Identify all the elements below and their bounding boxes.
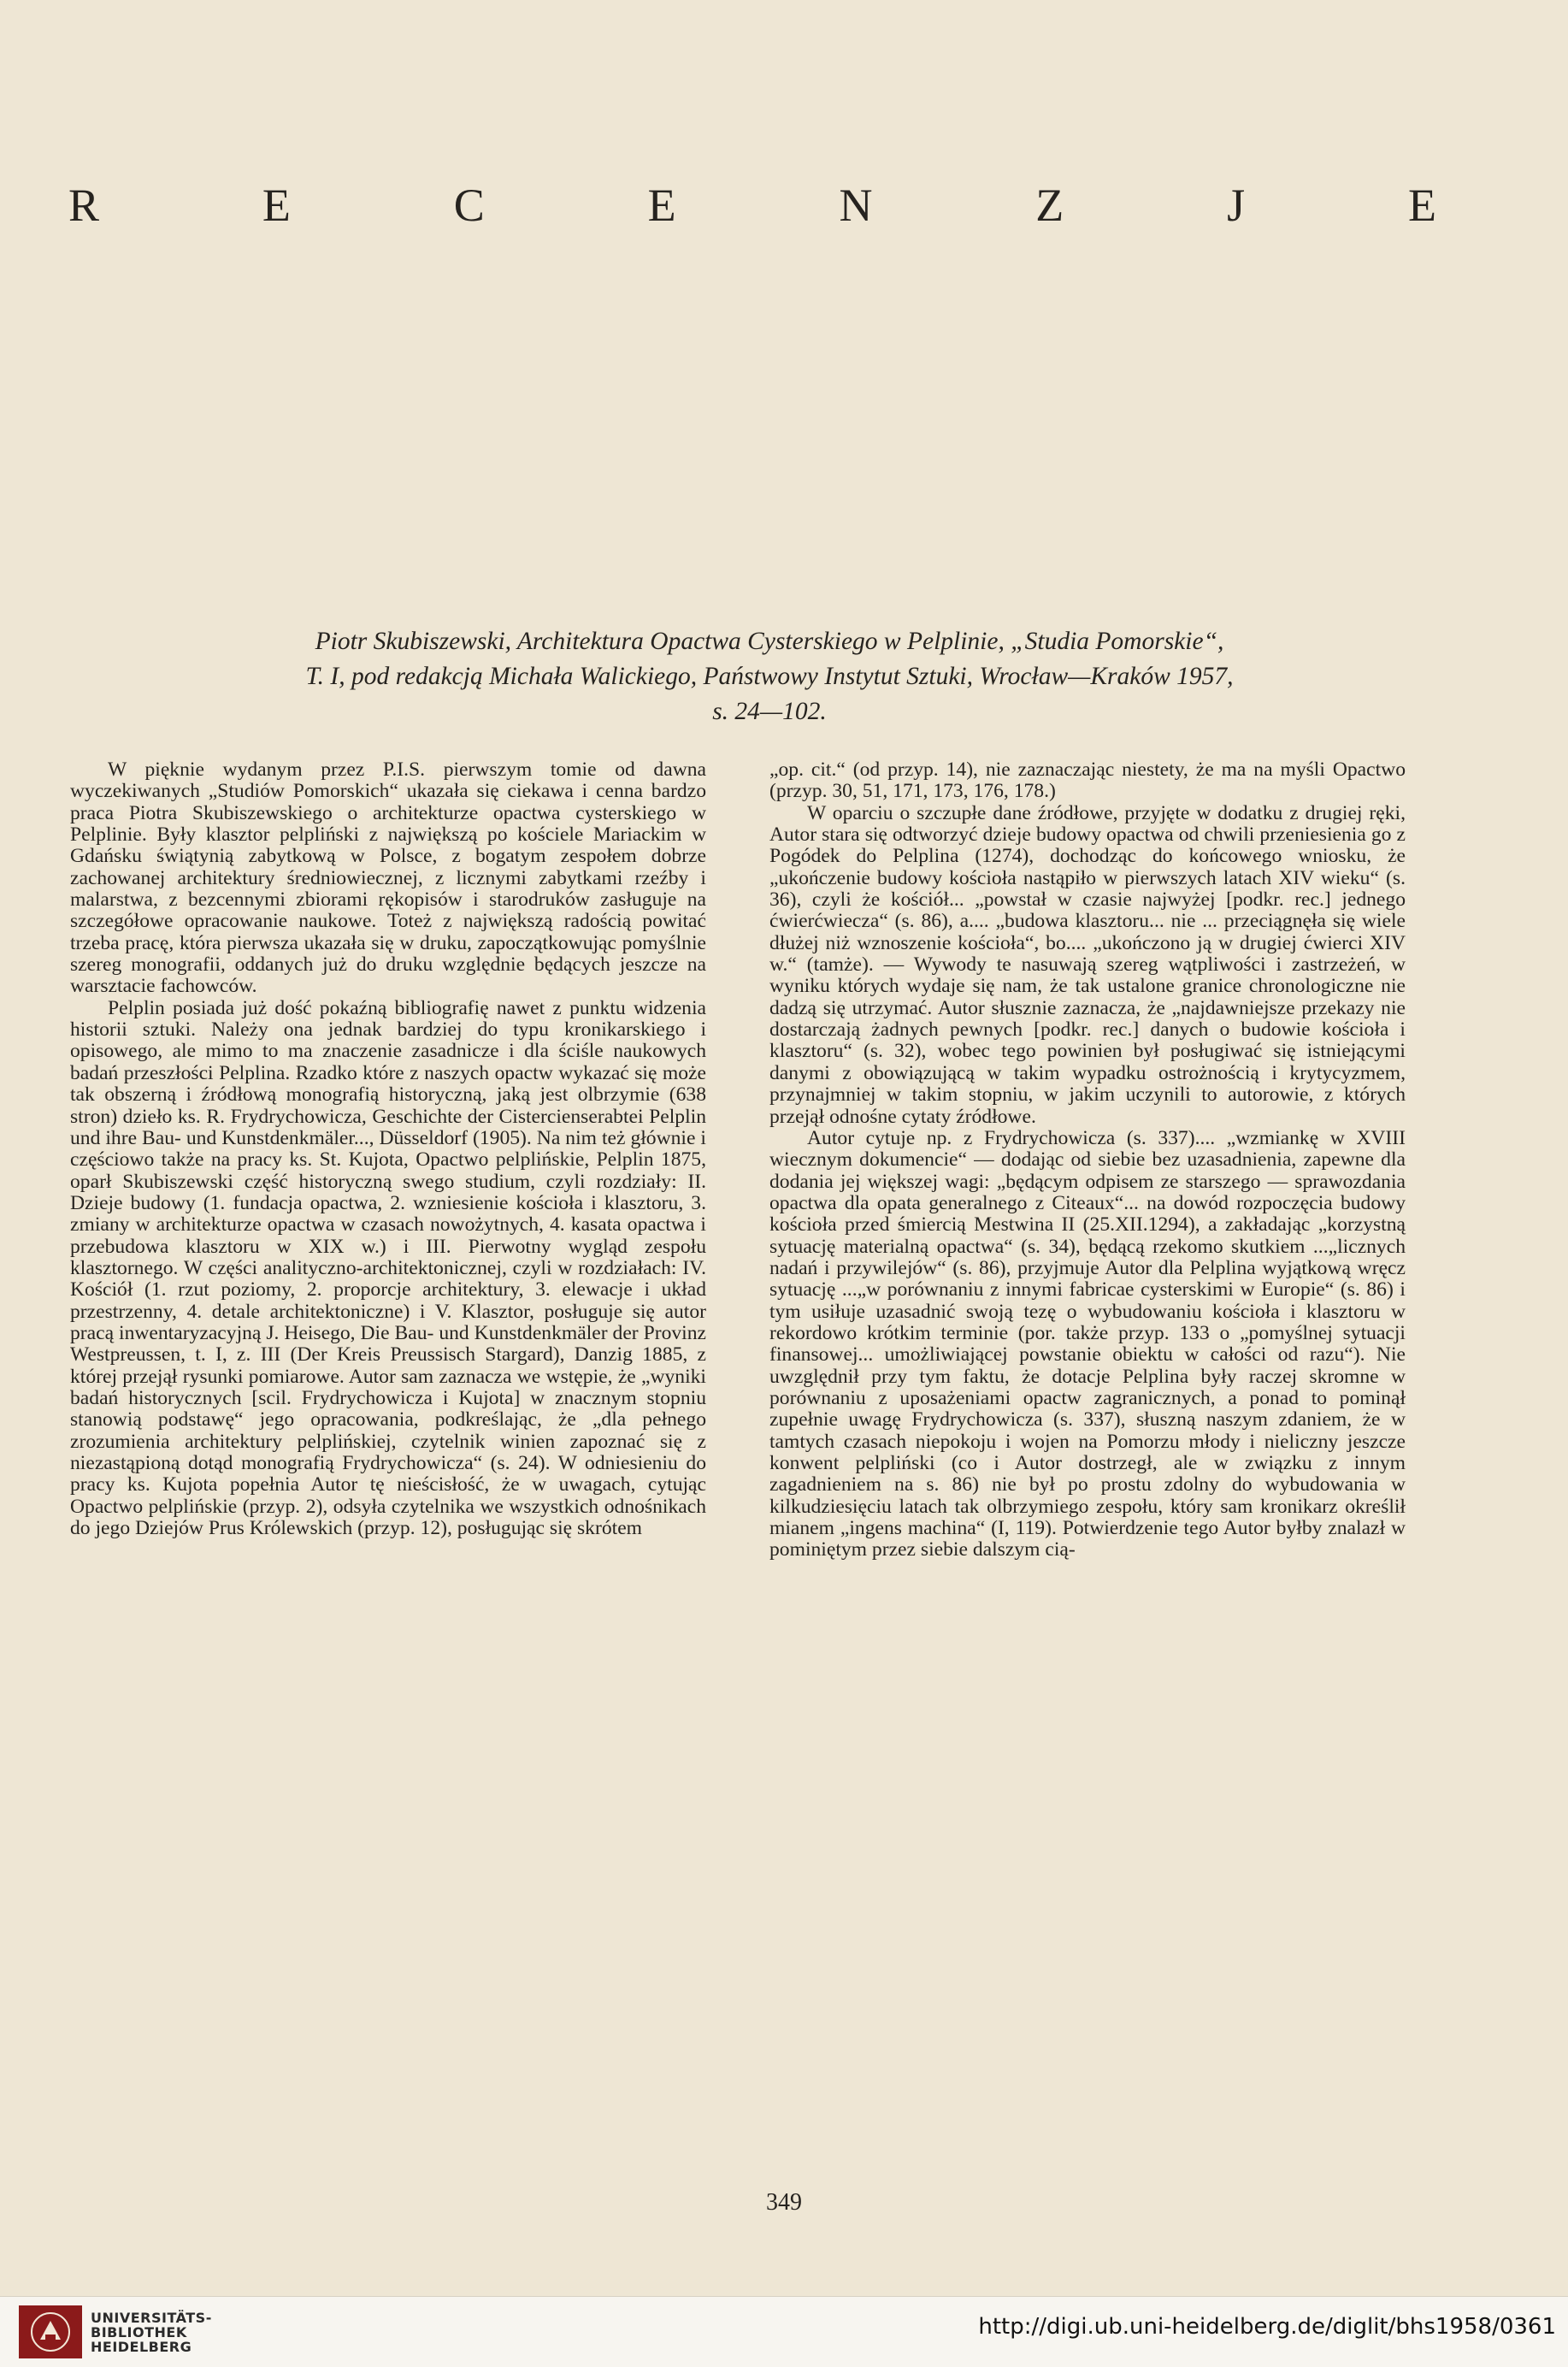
citation-line: s. 24—102. <box>712 698 827 725</box>
page-number: 349 <box>766 2189 802 2216</box>
paragraph: Autor cytuje np. z Frydrychowicza (s. 337).... „wzmiankę w XVIII wiecznym dokumencie“ — dodając od siebie bez uzasadnienia, zapewne dla dodania jej większej wagi: „będącym odpisem ze starszego — sprawozdania opactwa dla opata generalnego z Citeaux“... na dowód rozpoczęcia budowy kościoła przed śmiercią Mestwina II (25.XII.1294), a zakładając „korzystną sytuację materialną opactwa“ (s. 34), będącą rzekomo skutkiem ...„licznych nadań i przywilejów“ (s. 86), przyjmuje Autor dla Pelplina wyjątkową wręcz sytuację ...„w porównaniu z innymi fabricae cysterskimi w Europie“ (s. 86) i tym usiłuje uzasadnić swoją tezę o wybudowaniu kościoła i klasztoru w rekordowo krótkim terminie (por. także przyp. 133 o „pomyślnej sytuacji finansowej... umożliwiającej powstanie obiektu w całości od razu“). Nie uwzględnił przy tym faktu, że dotacje Pelplina były raczej skromne w porównaniu z uposażeniami opactw zagranicznych, a ponad to pominął zupełnie uwagę Frydrychowicza (s. 337), słuszną naszym zdaniem, że w tamtych czasach niepokoju i wojen na Pomorzu młody i nieliczny jeszcze konwent pelpliński (co i Autor dostrzegł, ale w związku z innym zagadnieniem na s. 86) nie był po prostu zdolny do wybudowania w kilkudziesięciu latach tak olbrzymiego zespołu, który sam kronikarz określił mianem „ingens machina“ (I, 119). Potwierdzenie tego Autor byłby znalazł w pominiętym przez siebie dalszym cią- <box>769 1126 1406 1561</box>
university-seal-icon <box>19 2305 82 2358</box>
right-column <box>769 759 1406 1561</box>
section-heading <box>68 171 1436 239</box>
library-name-line: UNIVERSITÄTS- <box>91 2310 212 2326</box>
heading-letter: J <box>1227 180 1246 231</box>
heading-letter: E <box>647 180 676 231</box>
citation-line: T. I, pod redakcją Michała Walickiego, Państwowy Instytut Sztuki, Wrocław—Kraków 1957, <box>305 663 1234 690</box>
citation-line: Piotr Skubiszewski, Architektura Opactwa Cysterskiego w Pelplinie, „Studia Pomorskie“, <box>315 628 1224 655</box>
heading-letter: R <box>68 180 100 231</box>
heading-letter: E <box>262 180 291 231</box>
library-name <box>91 2311 212 2354</box>
left-column <box>70 759 706 1539</box>
heading-letter: Z <box>1035 180 1064 231</box>
permalink[interactable]: http://digi.ub.uni-heidelberg.de/diglit/bhs1958/0361 <box>978 2314 1556 2340</box>
paragraph: „op. cit.“ (od przyp. 14), nie zaznaczając niestety, że ma na myśli Opactwo (przyp. 30, 51, 171, 173, 176, 178.) <box>769 759 1406 803</box>
paragraph: W oparciu o szczupłe dane źródłowe, przyjęte w dodatku z drugiej ręki, Autor stara się odtworzyć dzieje budowy opactwa od chwili przeniesienia go z Pogódek do Pelplina (1274), dochodząc do końcowego wniosku, że „ukończenie budowy kościoła nastąpiło w pierwszych latach XIV wieku“ (s. 36), czyli że kościół... „powstał w czasie najwyżej [podkr. rec.] jednego ćwierćwiecza“ (s. 86), a.... „budowa klasztoru... nie ... przeciągnęła się wiele dłużej niż wznoszenie kościoła“, bo.... „ukończono ją w drugiej ćwierci XIV w.“ (tamże). — Wywody te nasuwają szereg wątpliwości i zastrzeżeń, w wyniku których wydaje się nam, że tak ustalone granice chronologiczne nie dadzą się utrzymać. Autor słusznie zaznacza, że „najdawniejsze przekazy nie dostarczają żadnych pewnych [podkr. rec.] danych o budowie kościoła i klasztoru“ (s. 32), wobec tego powinien był posługiwać się istniejącymi danymi z obowiązującą w takim wypadku ostrożnością i krytycyzmem, przynajmniej w takim stopniu, w jakim uczynili to autorowie, z których przejął odnośne cytaty źródłowe. <box>769 801 1406 1128</box>
heading-letter: C <box>453 180 485 231</box>
heading-letter: N <box>839 180 873 231</box>
library-footer <box>0 2296 1568 2367</box>
library-name-line: HEIDELBERG <box>91 2339 192 2355</box>
paragraph: Pelplin posiada już dość pokaźną bibliografię nawet z punktu widzenia historii sztuki. Należy ona jednak bardziej do typu kronikarskiego i opisowego, ale mimo to ma znaczenie zasadnicze i dla ściśle naukowych badań przeszłości Pelplina. Rzadko które z naszych opactw wykazać się może tak obszerną i źródłową monografią historyczną, jaką jest olbrzymie (638 stron) dzieło ks. R. Frydrychowicza, Geschichte der Cistercienserabtei Pelplin und ihre Bau- und Kunstdenkmäler..., Düsseldorf (1905). Na nim też głównie i częściowo także na pracy ks. St. Kujota, Opactwo pelplińskie, Pelplin 1875, oparł Skubiszewski część historyczną swego studium, czyli rozdziały: II. Dzieje budowy (1. fundacja opactwa, 2. wzniesienie kościoła i klasztoru, 3. zmiany w architekturze opactwa w czasach nowożytnych, 4. kasata opactwa i przebudowa klasztoru w XIX w.) i III. Pierwotny wygląd zespołu klasztornego. W części analityczno-architektonicznej, czyli w rozdziałach: IV. Kościół (1. rzut poziomy, 2. proporcje architektury, 3. elewacje i układ przestrzenny, 4. detale architektoniczne) i V. Klasztor, posługuje się autor pracą inwentaryzacyjną J. Heisego, Die Bau- und Kunstdenkmäler der Provinz Westpreussen, t. I, z. III (Der Kreis Preussisch Stargard), Danzig 1885, z której przejął rysunki pomiarowe. Autor sam zaznacza we wstępie, że „wyniki badań historycznych [scil. Frydrychowicza i Kujota] w znacznym stopniu stanowią podstawę“ jego opracowania, podkreślając, że „dla pełnego zrozumienia architektury pelplińskiej, czytelnik winien zapoznać się z niezastąpioną dotąd monografią Frydrychowicza“ (s. 24). W odniesieniu do pracy ks. Kujota popełnia Autor tę nieścisłość, że w uwagach, cytując Opactwo pelplińskie (przyp. 2), odsyła czytelnika we wszystkich odnośnikach do jego Dziejów Prus Królewskich (przyp. 12), posługując się skrótem <box>70 996 706 1540</box>
review-citation <box>111 624 1428 729</box>
paragraph: W pięknie wydanym przez P.I.S. pierwszym tomie od dawna wyczekiwanych „Studiów Pomorskich“ ukazała się ciekawa i cenna bardzo praca Piotra Skubiszewskiego o architekturze opactwa cysterskiego w Pelplinie. Były klasztor pelpliński z największą po kościele Mariackim w Gdańsku świątynią zabytkową w Polsce, z bogatym zespołem dobrze zachowanej architektury średniowiecznej, z licznymi zabytkami rzeźby i malarstwa, z bezcennymi zbiorami rękopisów i starodruków zasługuje na szczegółowe opracowanie naukowe. Toteż z największą radością powitać trzeba pracę, która pierwsza ukazała się w druku, zapoczątkowując pomyślnie szereg monografii, oddanych już do druku względnie będących jeszcze na warsztacie fachowców. <box>70 759 706 998</box>
heading-letter: E <box>1407 180 1436 231</box>
library-name-line: BIBLIOTHEK <box>91 2324 187 2340</box>
